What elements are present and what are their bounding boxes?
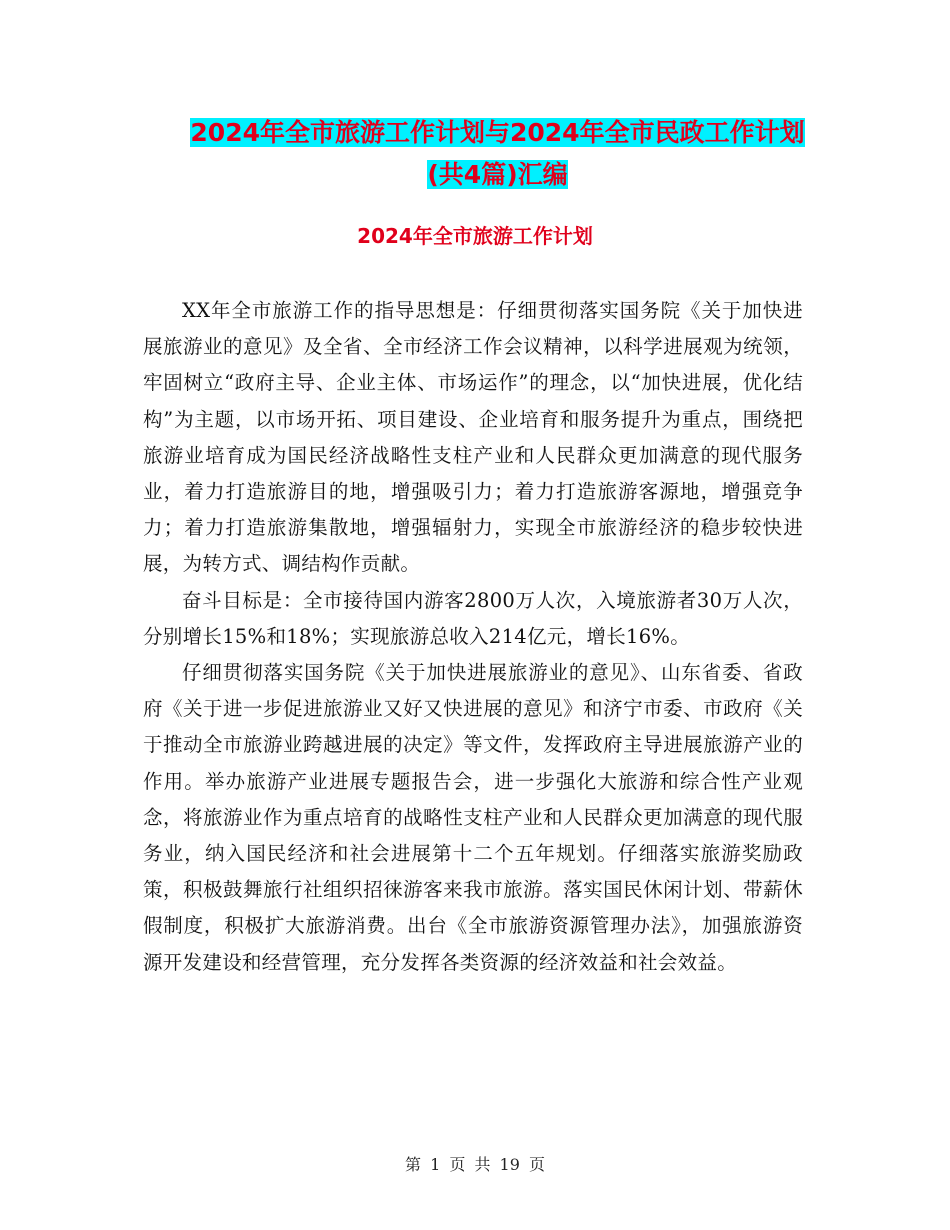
document-title-line1: 2024年全市旅游工作计划与2024年全市民政工作计划 bbox=[190, 118, 805, 147]
paragraph-guiding-thought: XX年全市旅游工作的指导思想是：仔细贯彻落实国务院《关于加快进展旅游业的意见》及全省、全市经济工作会议精神，以科学进展观为统领，牢固树立“政府主导、企业主体、市场运作”的理念，以“加快进展，优化结构”为主题，以市场开拓、项目建设、企业培育和服务提升为重点，围绕把旅游业培育成为国民经济战略性支柱产业和人民群众更加满意的现代服务业，着力打造旅游目的地，增强吸引力；着力打造旅游客源地，增强竞争力；着力打造旅游集散地，增强辐射力，实现全市旅游经济的稳步较快进展，为转方式、调结构作贡献。 bbox=[143, 299, 803, 576]
page-footer: 第 1 页 共 19 页 bbox=[405, 1155, 545, 1174]
section-title: 2024年全市旅游工作计划 bbox=[357, 224, 593, 248]
paragraph-implementation: 仔细贯彻落实国务院《关于加快进展旅游业的意见》、山东省委、省政府《关于进一步促进旅游业又好又快进展的意见》和济宁市委、市政府《关于推动全市旅游业跨越进展的决定》等文件，发挥政府主导进展旅游产业的作用。举办旅游产业进展专题报告会，进一步强化大旅游和综合性产业观念，将旅游业作为重点培育的战略性支柱产业和人民群众更加满意的现代服务业，纳入国民经济和社会进展第十二个五年规划。仔细落实旅游奖励政策，积极鼓舞旅行社组织招徕游客来我市旅游。落实国民休闲计划、带薪休假制度，积极扩大旅游消费。出台《全市旅游资源管理办法》，加强旅游资源开发建设和经营管理，充分发挥各类资源的经济效益和社会效益。 bbox=[143, 661, 803, 974]
body-text bbox=[143, 293, 803, 981]
paragraph-goals: 奋斗目标是：全市接待国内游客2800万人次，入境旅游者30万人次，分别增长15%和18%；实现旅游总收入214亿元，增长16%。 bbox=[143, 588, 803, 648]
document-title-line2: (共4篇)汇编 bbox=[427, 160, 568, 189]
document-title bbox=[140, 112, 855, 196]
